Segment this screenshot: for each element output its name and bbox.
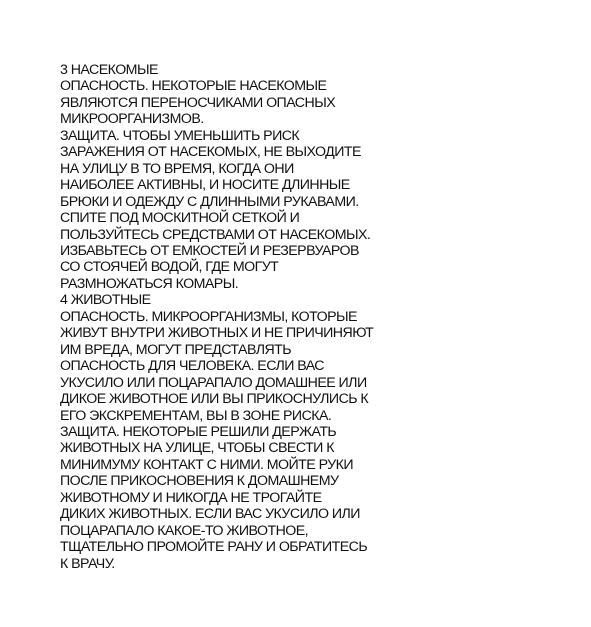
text-line: МИНИМУМУ КОНТАКТ С НИМИ. МОЙТЕ РУКИ [60, 456, 354, 473]
text-line: СПИТЕ ПОД МОСКИТНОЙ СЕТКОЙ И [60, 210, 300, 227]
text-line: ДИКИХ ЖИВОТНЫХ. ЕСЛИ ВАС УКУСИЛО ИЛИ [60, 506, 360, 523]
section-heading-animals: 4 ЖИВОТНЫЕ [60, 292, 151, 309]
text-line: ИЗБАВЬТЕСЬ ОТ ЕМКОСТЕЙ И РЕЗЕРВУАРОВ [60, 242, 359, 259]
text-line: ЖИВОТНОМУ И НИКОГДА НЕ ТРОГАЙТЕ [60, 489, 322, 506]
text-line: ОПАСНОСТЬ. НЕКОТОРЫЕ НАСЕКОМЫЕ [60, 78, 327, 95]
text-line: РАЗМНОЖАТЬСЯ КОМАРЫ. [60, 275, 239, 292]
text-line: ЗАРАЖЕНИЯ ОТ НАСЕКОМЫХ, НЕ ВЫХОДИТЕ [60, 144, 361, 161]
text-line: ЖИВУТ ВНУТРИ ЖИВОТНЫХ И НЕ ПРИЧИНЯЮТ [60, 325, 374, 342]
text-line: ПОЦАРАПАЛО КАКОЕ-ТО ЖИВОТНОЕ, [60, 522, 309, 539]
text-line: МИКРООРГАНИЗМОВ. [60, 111, 204, 128]
text-line: ОПАСНОСТЬ. МИКРООРГАНИЗМЫ, КОТОРЫЕ [60, 308, 357, 325]
text-line: СО СТОЯЧЕЙ ВОДОЙ, ГДЕ МОГУТ [60, 259, 279, 276]
text-line: ЖИВОТНЫХ НА УЛИЦЕ, ЧТОБЫ СВЕСТИ К [60, 440, 334, 457]
text-line: ИМ ВРЕДА, МОГУТ ПРЕДСТАВЛЯТЬ [60, 341, 292, 358]
text-line: НАИБОЛЕЕ АКТИВНЫ, И НОСИТЕ ДЛИННЫЕ [60, 177, 350, 194]
text-line: ПОЛЬЗУЙТЕСЬ СРЕДСТВАМИ ОТ НАСЕКОМЫХ. [60, 226, 371, 243]
text-line: ЯВЛЯЮТСЯ ПЕРЕНОСЧИКАМИ ОПАСНЫХ [60, 94, 336, 111]
text-line: К ВРАЧУ. [60, 555, 115, 572]
text-line: ТЩАТЕЛЬНО ПРОМОЙТЕ РАНУ И ОБРАТИТЕСЬ [60, 539, 368, 556]
text-line: ЗАЩИТА. ЧТОБЫ УМЕНЬШИТЬ РИСК [60, 127, 300, 144]
text-line: ДИКОЕ ЖИВОТНОЕ ИЛИ ВЫ ПРИКОСНУЛИСЬ К [60, 391, 369, 408]
text-line: УКУСИЛО ИЛИ ПОЦАРАПАЛО ДОМАШНЕЕ ИЛИ [60, 374, 367, 391]
section-heading-insects: 3 НАСЕКОМЫЕ [60, 62, 158, 78]
text-line: ПОСЛЕ ПРИКОСНОВЕНИЯ К ДОМАШНЕМУ [60, 473, 339, 490]
text-line: БРЮКИ И ОДЕЖДУ С ДЛИННЫМИ РУКАВАМИ. [60, 193, 359, 210]
text-line: ЕГО ЭКСКРЕМЕНТАМ, ВЫ В ЗОНЕ РИСКА. [60, 407, 332, 424]
text-line: ЗАЩИТА. НЕКОТОРЫЕ РЕШИЛИ ДЕРЖАТЬ [60, 423, 337, 440]
text-line: ОПАСНОСТЬ ДЛЯ ЧЕЛОВЕКА. ЕСЛИ ВАС [60, 358, 324, 375]
document-text [60, 62, 530, 572]
text-line: НА УЛИЦУ В ТО ВРЕМЯ, КОГДА ОНИ [60, 160, 294, 177]
